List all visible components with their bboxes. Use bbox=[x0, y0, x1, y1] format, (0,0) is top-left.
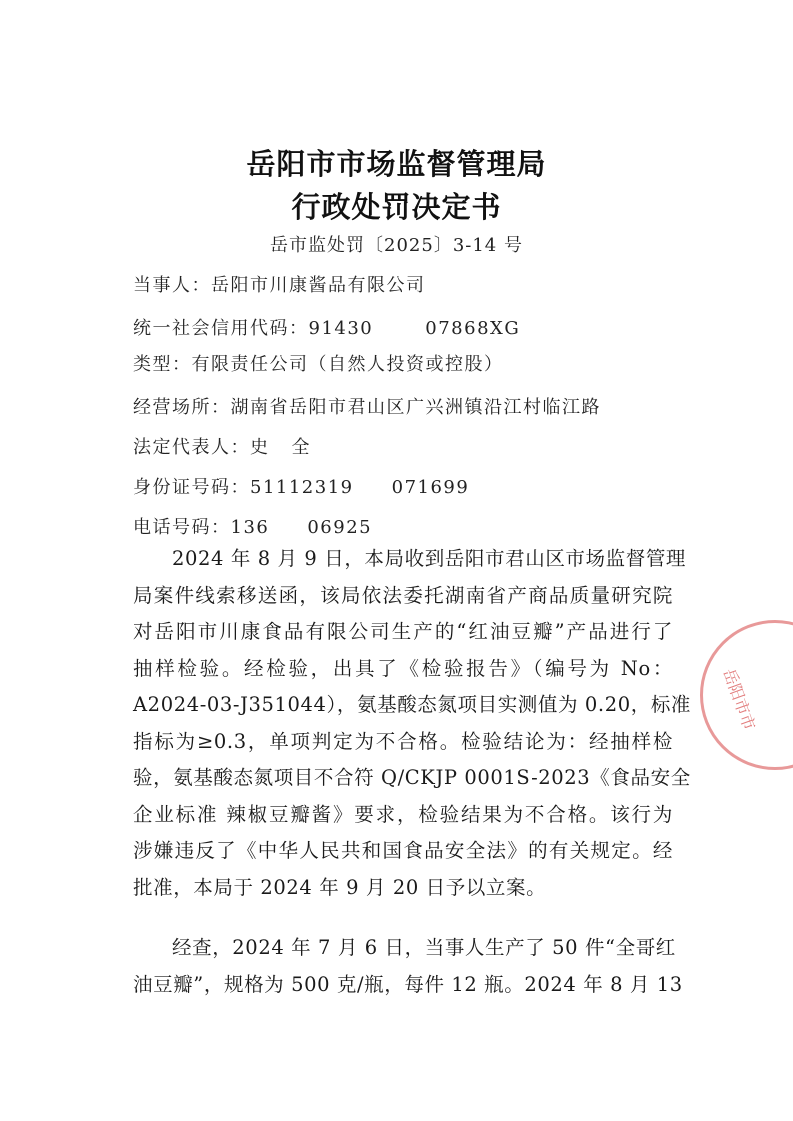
phone-label: 电话号码： bbox=[133, 517, 231, 538]
paragraph-line: 对岳阳市川康食品有限公司生产的“红油豆瓣”产品进行了 bbox=[133, 620, 673, 643]
paragraph-line: 涉嫌违反了《中华人民共和国食品安全法》的有关规定。经 bbox=[133, 839, 673, 862]
party-name-value: 岳阳市川康酱品有限公司 bbox=[211, 275, 426, 296]
credit-code-value-part1: 91430 bbox=[308, 318, 374, 339]
id-number-value-part2: 071699 bbox=[391, 477, 470, 498]
company-type-field bbox=[133, 350, 504, 376]
credit-code-label: 统一社会信用代码： bbox=[133, 318, 309, 339]
business-address-value: 湖南省岳阳市君山区广兴洲镇沿江村临江路 bbox=[230, 397, 601, 418]
document-number: 岳市监处罚〔2025〕3-14 号 bbox=[270, 235, 523, 256]
company-type-value: 有限责任公司（自然人投资或控股） bbox=[191, 354, 504, 375]
case-paragraph-2 bbox=[133, 930, 683, 1003]
official-seal-text: 岳阳市市 bbox=[719, 666, 760, 733]
id-number-label: 身份证号码： bbox=[133, 477, 250, 498]
legal-rep-value-part1: 史 bbox=[250, 437, 270, 458]
paragraph-line: A2024-03-J351044），氨基酸态氮项目实测值为 0.20，标准 bbox=[133, 693, 692, 716]
party-name-field bbox=[133, 271, 426, 297]
credit-code-field bbox=[133, 314, 520, 340]
paragraph-line: 验，氨基酸态氮项目不合符 Q/CKJP 0001S-2023《食品安全 bbox=[133, 766, 691, 789]
business-address-label: 经营场所： bbox=[133, 397, 231, 418]
paragraph-line: 2024 年 8 月 9 日，本局收到岳阳市君山区市场监督管理 bbox=[172, 547, 687, 570]
phone-value-part1: 136 bbox=[230, 517, 270, 538]
paragraph-line: 抽样检验。经检验，出具了《检验报告》（编号为 No： bbox=[133, 656, 673, 680]
legal-rep-field bbox=[133, 433, 311, 459]
document-title-agency: 岳阳市市场监督管理局 bbox=[246, 147, 547, 181]
paragraph-line: 批准，本局于 2024 年 9 月 20 日予以立案。 bbox=[133, 875, 547, 899]
paragraph-line: 指标为≥0.3，单项判定为不合格。检验结论为：经抽样检 bbox=[133, 729, 673, 753]
case-paragraph-1 bbox=[133, 541, 692, 906]
legal-rep-label: 法定代表人： bbox=[133, 437, 250, 458]
phone-field bbox=[133, 513, 372, 539]
phone-value-part2: 06925 bbox=[307, 517, 373, 538]
id-number-field bbox=[133, 473, 469, 499]
paragraph-line: 企业标准 辣椒豆瓣酱》要求，检验结果为不合格。该行为 bbox=[133, 802, 673, 826]
paragraph-line: 油豆瓣”，规格为 500 克/瓶，每件 12 瓶。2024 年 8 月 13 bbox=[133, 972, 683, 996]
document-title-type: 行政处罚决定书 bbox=[291, 190, 502, 224]
party-name-label: 当事人： bbox=[133, 275, 211, 296]
paragraph-line: 局案件线索移送函，该局依法委托湖南省产商品质量研究院 bbox=[133, 583, 673, 607]
company-type-label: 类型： bbox=[133, 354, 192, 375]
business-address-field bbox=[133, 393, 601, 419]
legal-rep-value-part2: 全 bbox=[291, 437, 311, 458]
paragraph-line: 经查，2024 年 7 月 6 日，当事人生产了 50 件“全哥红 bbox=[172, 936, 676, 959]
credit-code-value-part2: 07868XG bbox=[425, 318, 521, 339]
id-number-value-part1: 51112319 bbox=[250, 477, 354, 498]
